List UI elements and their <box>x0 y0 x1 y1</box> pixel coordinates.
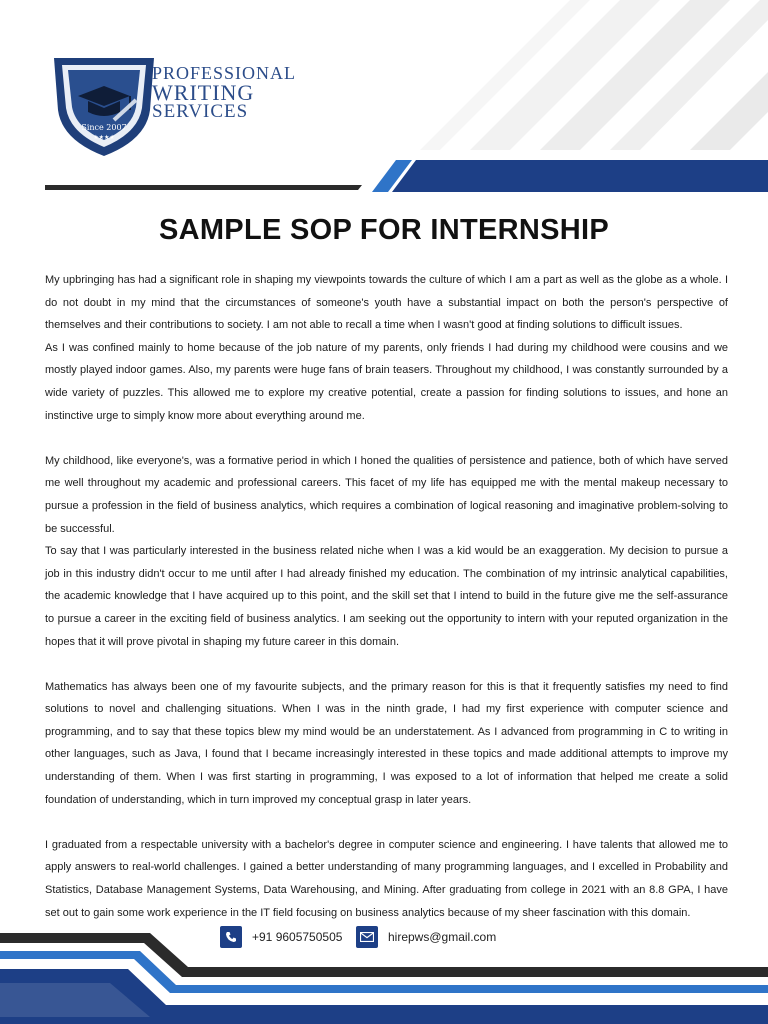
document-title: SAMPLE SOP FOR INTERNSHIP <box>158 214 610 246</box>
phone-number: +91 9605750505 <box>252 930 343 944</box>
shield-emblem-icon <box>44 50 164 160</box>
brand-line-3: SERVICES <box>152 101 249 122</box>
brand-line-1: PROFESSIONAL <box>152 63 297 83</box>
phone-icon <box>220 926 242 948</box>
phone-contact <box>220 926 342 948</box>
paragraph: I graduated from a respectable university with a bachelor's degree in computer science and engineering. I have talents that allowed me to apply answers to real-world challenges. I gained a better understanding of many programming languages, and I excelled in Probability and Statistics, Database Management Systems, Data Warehousing, and Mining. After graduating from college in 2021 with an 8.8 GPA, I have set out to gain some work experience in the IT field focusing on business analytics because of my sheer fascination with this domain. <box>45 838 728 919</box>
paragraph: Mathematics has always been one of my favourite subjects, and the primary reason for this is that it frequently satisfies my need to find solutions to novel and challenging situations. When I was in the ninth grade, I had my first experience with computer science and programming, and to say that these topics blew my mind would be an understatement. As I advanced from programming in C to writing in other languages, such as Java, I found that I became increasingly interested in these topics and made additional attempts to improve my understanding of them. When I was first starting in programming, I was exposed to a lot of information that helped me create a solid foundation of understanding, which in turn improved my conceptual grasp in later years. <box>45 680 728 806</box>
footer-decoration <box>0 905 768 1024</box>
paragraph: As I was confined mainly to home because of the job nature of my parents, only friends I had during my childhood were cousins and we mostly played indoor games. Also, my parents were huge fans of brain teasers. Throughout my childhood, I was constantly surrounded by a wide variety of puzzles. This allowed me to explore my creative potential, create a passion for finding solutions to issues, and hone an instinctive urge to simply know more about everything around me. <box>45 341 728 422</box>
email-address: hirepws@gmail.com <box>388 930 497 944</box>
company-logo <box>44 50 164 160</box>
paragraph: To say that I was particularly interested in the business related niche when I was a kid would be an exaggeration. My decision to pursue a job in this industry didn't occur to me until after I had already finished my education. The combination of my intrinsic analytical capabilities, the academic knowledge that I have acquired up to this point, and the skill set that I intend to build in the future give me the self-assurance to pursue a career in the exciting field of business analytics. I am seeking out the opportunity to intern with your reputed organization in the hopes that it will prove pivotal in shaping my future career in this domain. <box>45 545 728 648</box>
brand-name <box>152 64 296 121</box>
svg-text:★★★★: ★★★★ <box>93 134 115 141</box>
paragraph: My childhood, like everyone's, was a formative period in which I honed the qualities of persistence and patience, both of which have served me well throughout my academic and professional careers. This facet of my life has equipped me with the mental makeup necessary to pursue a profession in the field of business analytics, which requires a combination of logical reasoning and imaginative problem-solving to be successful. <box>45 454 728 535</box>
paragraph: My upbringing has had a significant role in shaping my viewpoints towards the culture of which I am a part as well as the globe as a whole. I do not doubt in my mind that the circumstances of someone's youth have a substantial impact on both the person's perspective of themselves and their contributions to society. I am not able to recall a time when I wasn't good at finding solutions to difficult issues. <box>45 274 728 332</box>
mail-icon <box>356 926 378 948</box>
brand-line-2: WRITING <box>152 80 255 105</box>
email-contact <box>356 926 496 948</box>
since-text: Since 2007 <box>81 123 127 132</box>
document-body <box>45 269 728 924</box>
